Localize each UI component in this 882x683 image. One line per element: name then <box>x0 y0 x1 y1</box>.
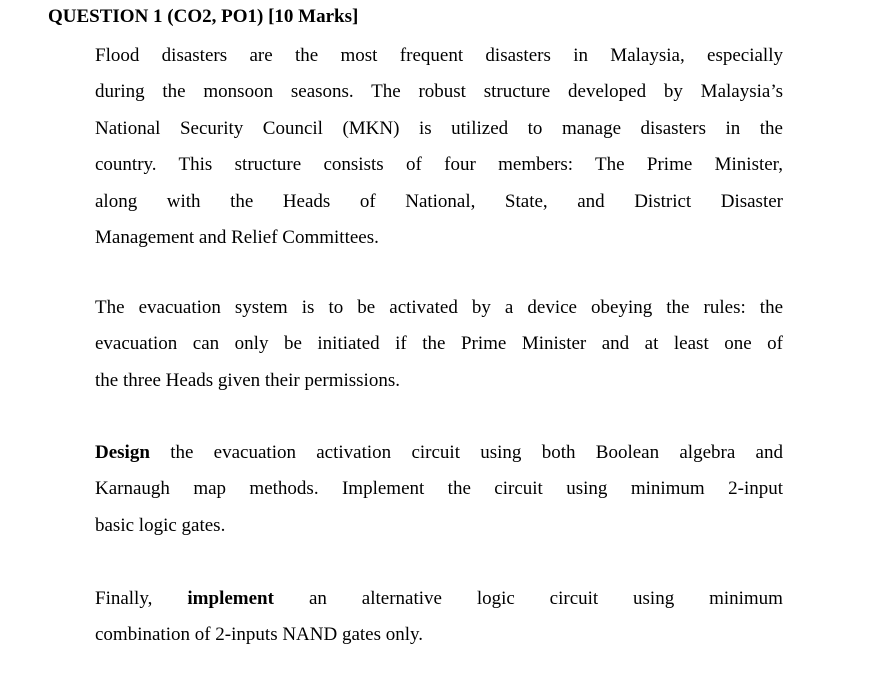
paragraph-word: circuit <box>549 588 599 609</box>
paragraph-line: evacuation can only be initiated if the Prime Minister and at least one of <box>95 333 783 355</box>
bold-keyword-implement: implement <box>187 588 274 609</box>
paragraph-line: the three Heads given their permissions. <box>95 369 400 391</box>
paragraph-word: alternative <box>361 588 442 609</box>
paragraph-line: Karnaugh map methods. Implement the circuit using minimum 2-input <box>95 478 783 500</box>
paragraph-line: National Security Council (MKN) is utilized to manage disasters in the <box>95 117 783 139</box>
paragraph-line-rest: the evacuation activation circuit using both Boolean algebra and <box>149 442 783 463</box>
paragraph-word: logic <box>476 588 515 609</box>
paragraph-context <box>95 38 783 256</box>
paragraph-design-task <box>95 435 783 544</box>
paragraph-rules <box>95 290 783 399</box>
paragraph-word: using <box>633 588 675 609</box>
paragraph-line-rest <box>309 581 783 617</box>
paragraph-line: basic logic gates. <box>95 514 226 536</box>
paragraph-line: Flood disasters are the most frequent disasters in Malaysia, especially <box>95 45 783 66</box>
paragraph-line: country. This structure consists of four members: The Prime Minister, <box>95 154 783 176</box>
paragraph-line <box>95 581 783 617</box>
paragraph-word: an <box>309 588 327 609</box>
paragraph-word-finally: Finally, <box>95 588 153 609</box>
paragraph-line: during the monsoon seasons. The robust structure developed by Malaysia’s <box>95 81 783 103</box>
paragraph-implement-task <box>95 581 783 654</box>
paragraph-line: The evacuation system is to be activated by a device obeying the rules: the <box>95 297 783 318</box>
paragraph-line: Management and Relief Committees. <box>95 226 379 248</box>
bold-keyword-design: Design <box>95 442 150 463</box>
paragraph-word: minimum <box>709 588 783 609</box>
question-heading: QUESTION 1 (CO2, PO1) [10 Marks] <box>48 6 359 27</box>
paragraph-line: along with the Heads of National, State, and District Disaster <box>95 190 783 212</box>
paragraph-line: combination of 2-inputs NAND gates only. <box>95 624 424 646</box>
paragraph-line <box>95 435 783 471</box>
